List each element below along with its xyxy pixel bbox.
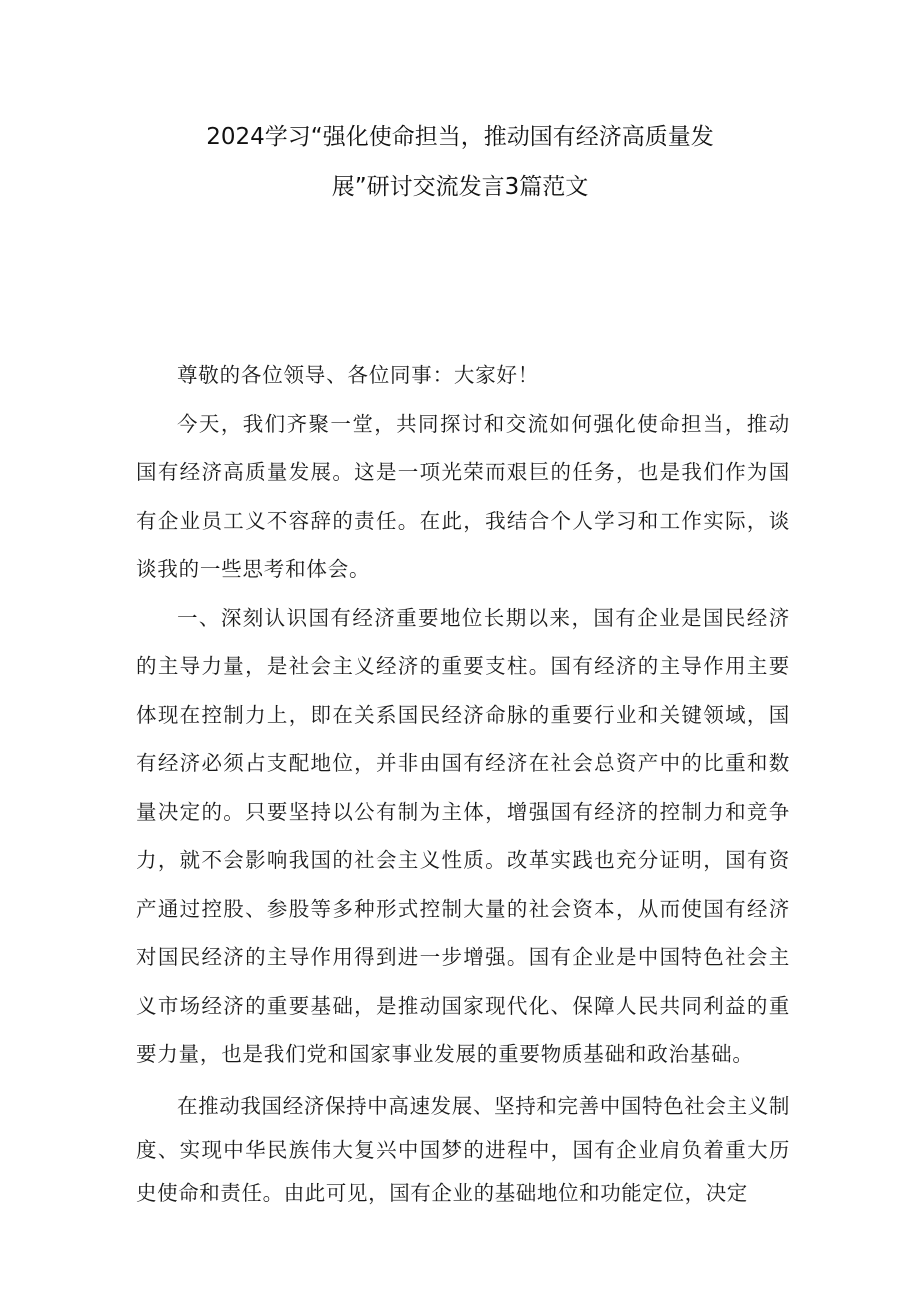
greeting-paragraph: 尊敬的各位领导、各位同事：大家好！ (177, 363, 540, 387)
intro-paragraph: 今天，我们齐聚一堂，共同探讨和交流如何强化使命担当，推动国有经济高质量发展。这是一项光荣而艰巨的任务，也是我们作为国有企业员工义不容辞的责任。在此，我结合个人学习和工作实际，谈谈我的一些思考和体会。 (136, 411, 790, 581)
document-body (136, 351, 790, 1079)
section-one-paragraph: 一、深刻认识国有经济重要地位长期以来，国有企业是国民经济的主导力量，是社会主义经济的重要支柱。国有经济的主导作用主要体现在控制力上，即在关系国民经济命脉的重要行业和关键领域，国有经济必须占支配地位，并非由国有经济在社会总资产中的比重和数量决定的。只要坚持以公有制为主体，增强国有经济的控制力和竞争力，就不会影响我国的社会主义性质。改革实践也充分证明，国有资产通过控股、参股等多种形式控制大量的社会资本，从而使国有经济对国民经济的主导作用得到进一步增强。国有企业是中国特色社会主义市场经济的重要基础，是推动国家现代化、保障人民共同利益的重要力量，也是我们党和国家事业发展的重要物质基础和政治基础。 (136, 605, 790, 1066)
title-line-2: 展”研讨交流发言3篇范文 (331, 174, 589, 200)
mission-paragraph: 在推动我国经济保持中高速发展、坚持和完善中国特色社会主义制度、实现中华民族伟大复兴中国梦的进程中，国有企业肩负着重大历史使命和责任。由此可见，国有企业的基础地位和功能定位，决定 (136, 1094, 790, 1205)
document-body-continued (136, 1085, 790, 1216)
document-title (0, 112, 920, 212)
title-line-1: 2024学习“强化使命担当，推动国有经济高质量发 (206, 124, 714, 150)
